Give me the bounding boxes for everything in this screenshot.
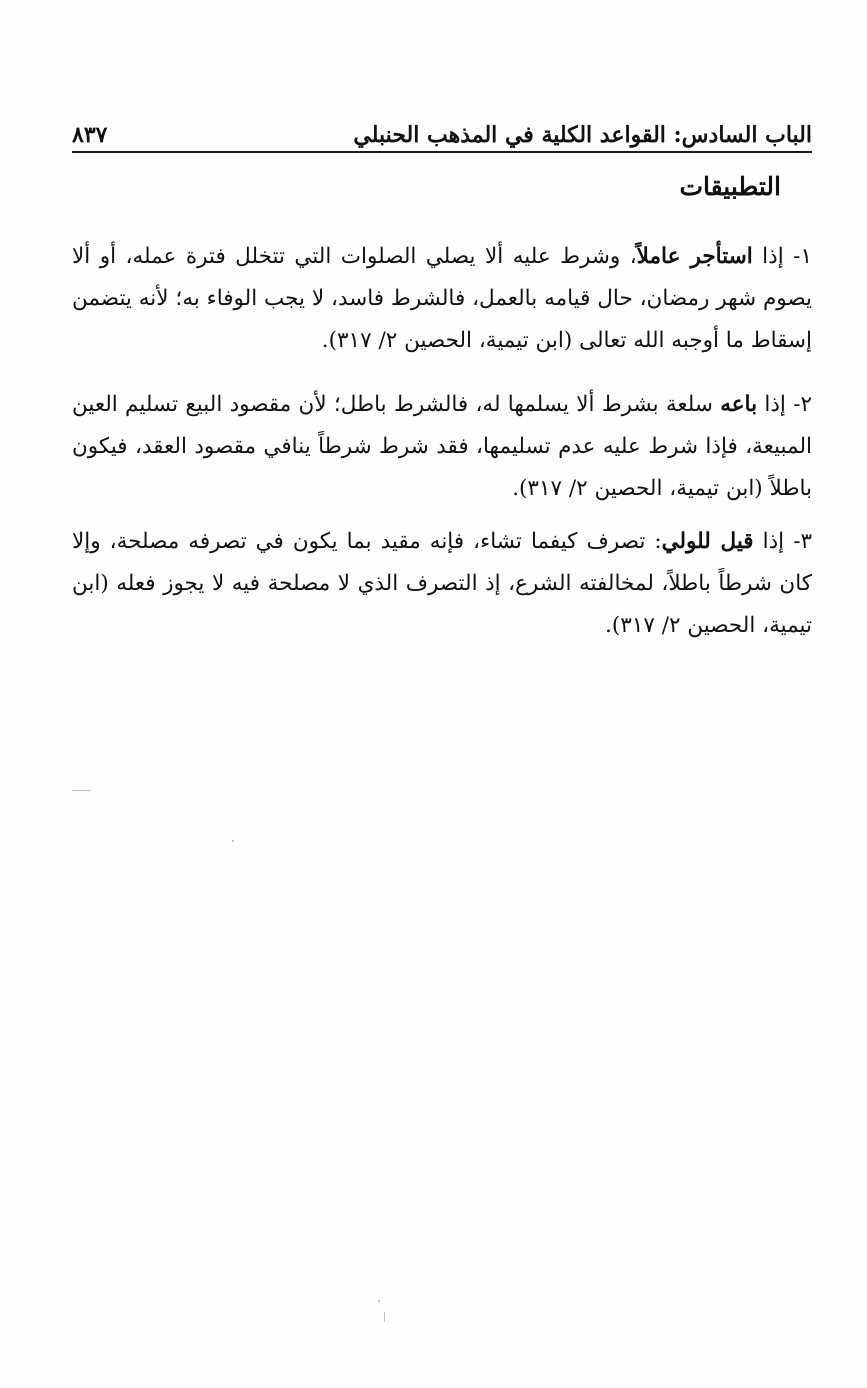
paragraph-number: ١-	[793, 244, 812, 269]
paragraph-body: ، وشرط عليه ألا يصلي الصلوات التي تتخلل فترة عمله، أو ألا يصوم شهر رمضان، حال قيامه بالعمل، فالشرط فاسد، لا يجب الوفاء به؛ لأنه يتضمن إسقاط ما أوجبه الله تعالى (ابن تيمية، الحصين ٢/ ٣١٧).	[72, 244, 812, 353]
running-header	[72, 108, 812, 148]
paragraph-number: ٣-	[793, 529, 813, 554]
page-number: ٨٣٧	[72, 122, 108, 148]
paragraph-term: استأجر عاملاً	[636, 244, 753, 269]
scan-mark	[232, 840, 234, 842]
scan-mark	[384, 1312, 385, 1322]
paragraph-body: : تصرف كيفما تشاء، فإنه مقيد بما يكون في تصرفه مصلحة، وإلا كان شرطاً باطلاً، لمخالفته الشرع، إذ التصرف الذي لا مصلحة فيه لا يجوز فعله (ابن تيمية، الحصين ٢/ ٣١٧).	[72, 529, 812, 638]
paragraph-lead: إذا	[762, 529, 785, 554]
scan-mark	[378, 1300, 380, 1302]
paragraph-lead: إذا	[764, 392, 786, 417]
paragraph-body: سلعة بشرط ألا يسلمها له، فالشرط باطل؛ لأن مقصود البيع تسليم العين المبيعة، فإذا شرط عليه عدم تسليمها، فقد شرط شرطاً ينافي مقصود العقد، فيكون باطلاً (ابن تيمية، الحصين ٢/ ٣١٧).	[72, 392, 812, 501]
chapter-title: الباب السادس: القواعد الكلية في المذهب الحنبلي	[353, 122, 812, 148]
paragraph-lead: إذا	[762, 244, 784, 269]
section-title: التطبيقات	[679, 172, 781, 201]
paragraph-number: ٢-	[793, 392, 813, 417]
paragraph-term: قيل للولي	[661, 529, 754, 554]
paragraph-application-3	[72, 521, 812, 647]
paragraph-term: باعه	[720, 392, 758, 417]
header-rule	[72, 151, 812, 153]
paragraph-application-2	[72, 384, 812, 510]
paragraph-application-1	[72, 236, 812, 362]
scan-mark	[72, 790, 90, 791]
